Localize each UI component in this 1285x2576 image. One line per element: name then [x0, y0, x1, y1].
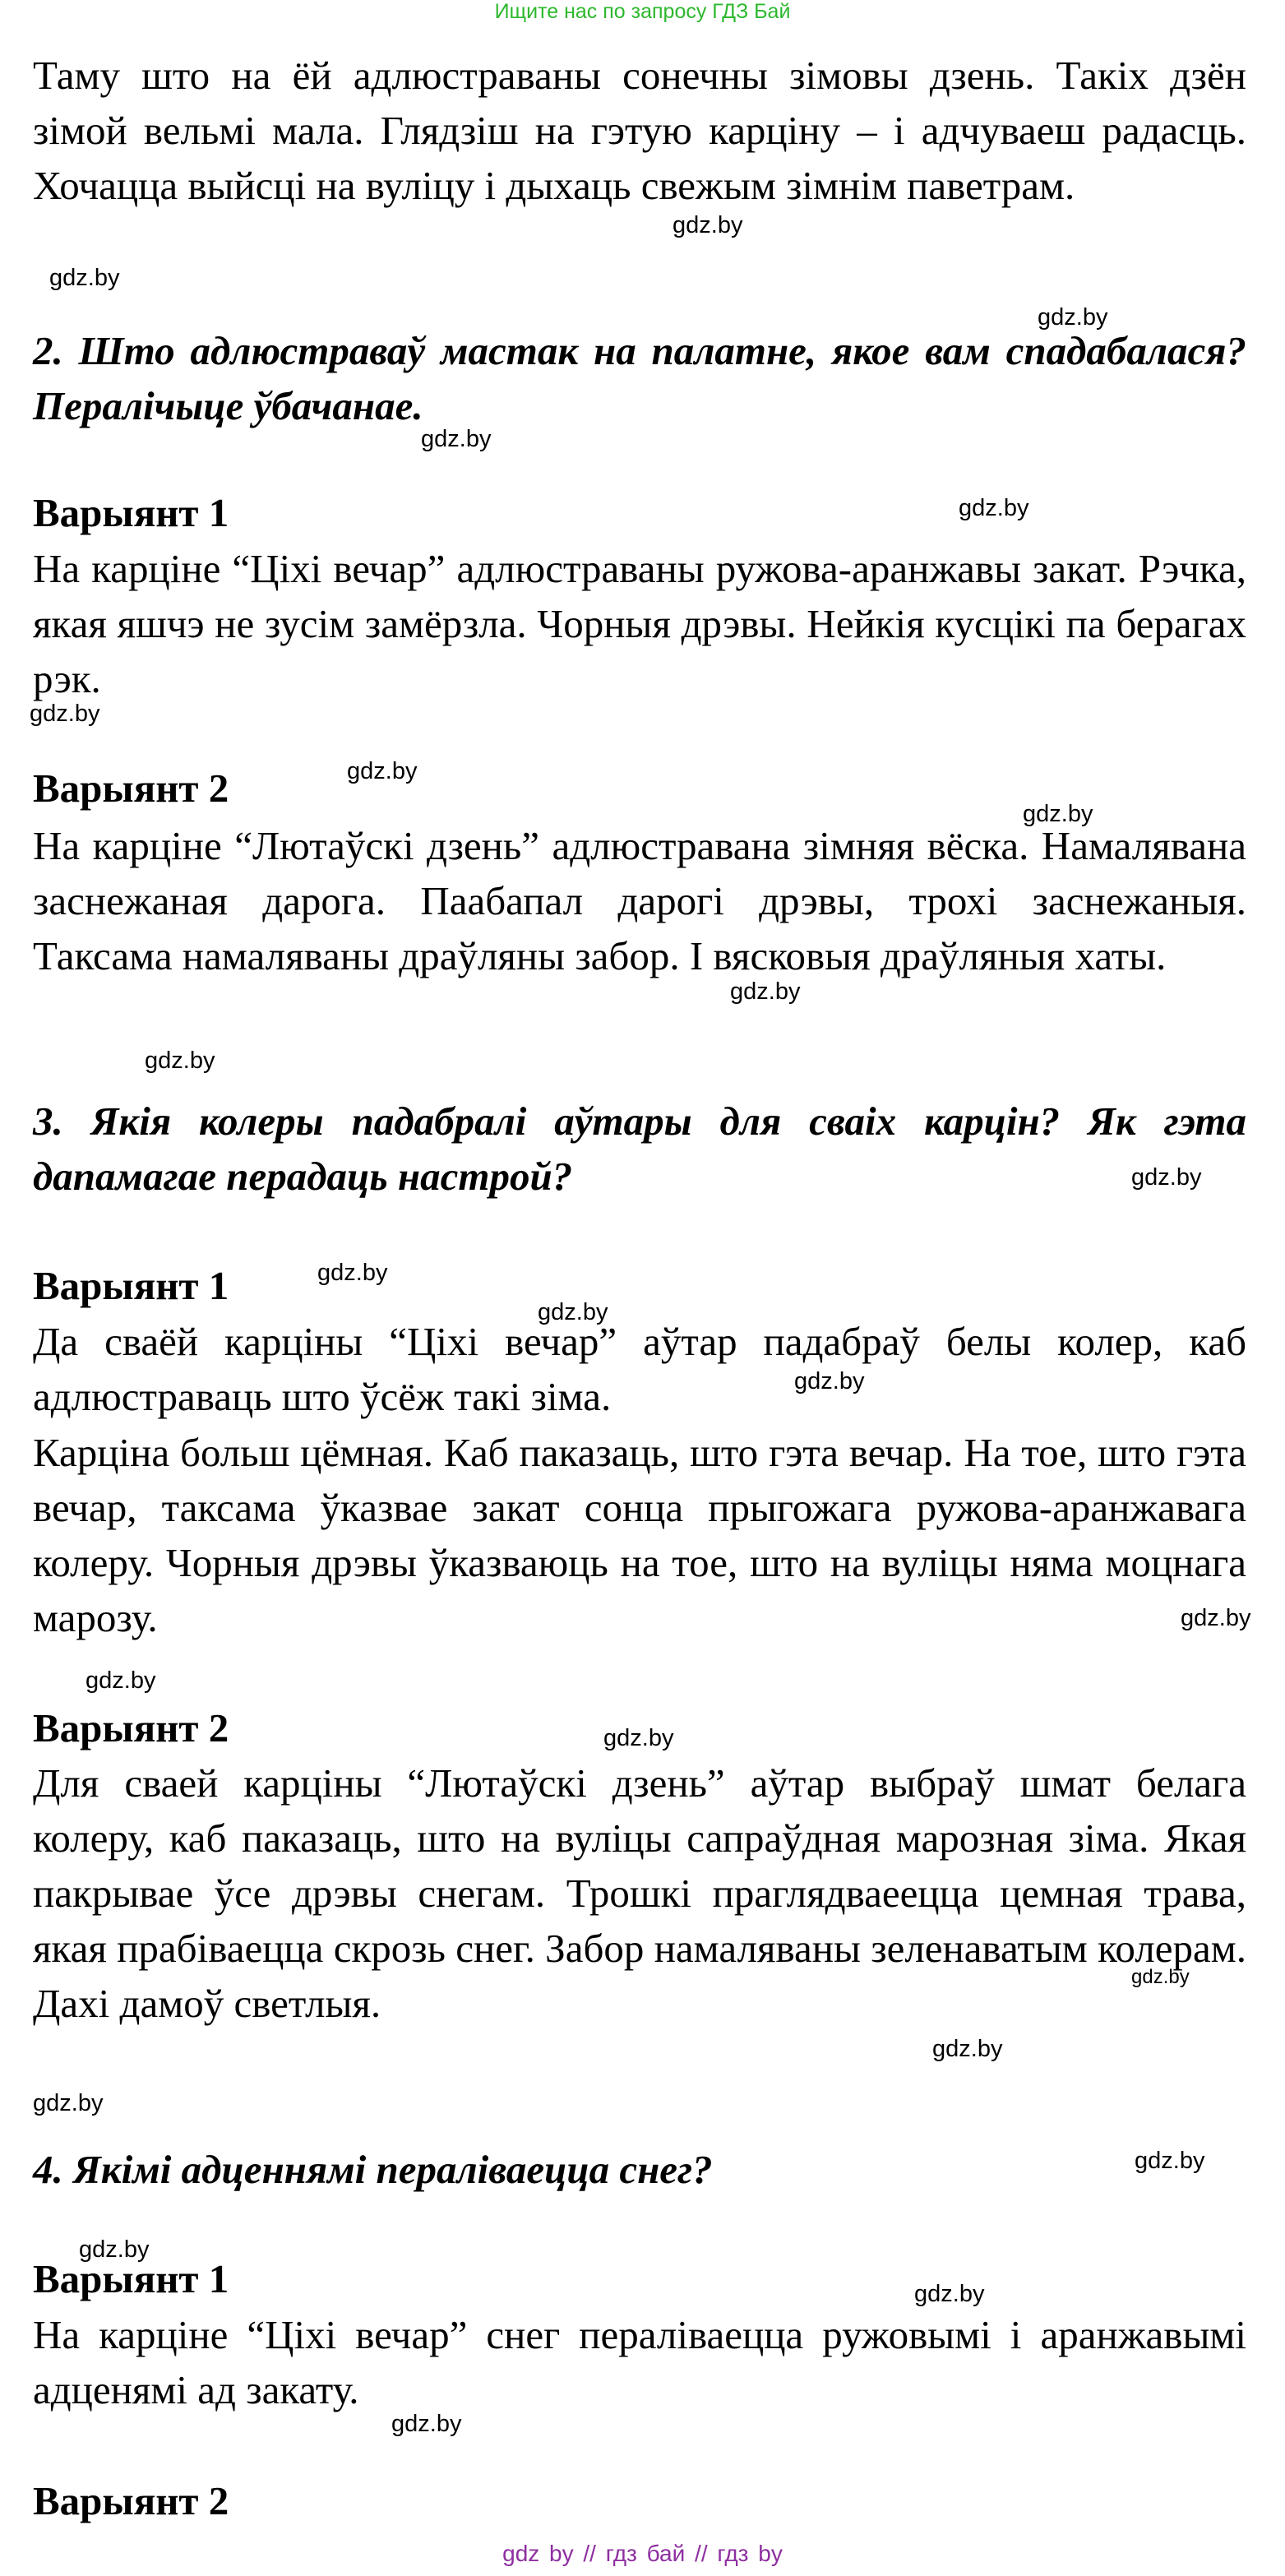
watermark: gdz.by: [347, 758, 418, 784]
watermark: gdz.by: [794, 1368, 865, 1394]
watermark: gdz.by: [317, 1260, 388, 1286]
watermark: gdz.by: [30, 701, 100, 727]
q2-variant-1-heading: Варыянт 1: [33, 490, 229, 535]
question-2: 2. Што адлюстраваў мастак на палатне, якое вам спадабалася? Пералічыце ўбачанае.: [33, 328, 1246, 428]
q3-variant-2-heading: Варыянт 2: [33, 1705, 229, 1750]
watermark: gdz.by: [421, 426, 492, 452]
q2-variant-1-text: На карціне “Ціхі вечар” адлюстраваны ружова-аранжавы закат. Рэчка, якая яшчэ не зусім замёрзла. Чорныя дрэвы. Нейкія кусцікі па берагах рэк.: [33, 546, 1246, 701]
watermark: gdz.by: [1181, 1605, 1251, 1631]
watermark: gdz.by: [33, 2090, 104, 2116]
watermark: gdz.by: [538, 1299, 608, 1325]
q2-variant-2-heading: Варыянт 2: [33, 765, 229, 811]
q2-variant-2-text: На карціне “Лютаўскі дзень” адлюстравана зімняя вёска. Намалявана заснежаная дарога. Паабапал дарогі дрэвы, трохі заснежаныя. Таксама намаляваны драўляны забор. І вясковыя драўляныя хаты.: [33, 823, 1246, 978]
top-banner[interactable]: Ищите нас по запросу ГДЗ Бай: [494, 0, 791, 23]
watermark: gdz.by: [673, 212, 743, 238]
watermark: gdz.by: [49, 265, 120, 291]
watermark: gdz.by: [86, 1667, 156, 1694]
watermark: gdz.by: [730, 978, 801, 1005]
watermark: gdz.by: [1023, 801, 1093, 827]
q3-variant-1-heading: Варыянт 1: [33, 1263, 229, 1308]
q4-variant-1-heading: Варыянт 1: [33, 2256, 229, 2301]
watermark: gdz.by: [145, 1048, 215, 1074]
watermark: gdz.by: [1131, 1164, 1202, 1191]
watermark: gdz.by: [932, 2036, 1003, 2062]
watermark: gdz.by: [603, 1725, 674, 1751]
q3-variant-1-text-a: Да сваёй карціны “Ціхі вечар” аўтар падабраў белы колер, каб адлюстраваць што ўсёж такі зіма.: [33, 1319, 1246, 1419]
q3-variant-1-text-b: Карціна больш цёмная. Каб паказаць, што гэта вечар. На тое, што гэта вечар, таксама ўказвае закат сонца прыгожага ружова-аранжавага колеру. Чорныя дрэвы ўказваюць на тое, што на вуліцы няма моцнага марозу.: [33, 1430, 1246, 1640]
q4-variant-2-heading: Варыянт 2: [33, 2478, 229, 2523]
watermark: gdz.by: [79, 2236, 150, 2263]
question-3: 3. Якія колеры падабралі аўтары для сваіх карцін? Як гэта дапамагае перадаць настрой?: [33, 1098, 1246, 1199]
watermark: gdz.by: [1038, 304, 1108, 331]
intro-paragraph: Таму што на ёй адлюстраваны сонечны зімовы дзень. Такіх дзён зімой вельмі мала. Глядзіш на гэтую карціну – і адчуваеш радасць. Хочацца выйсці на вуліцу і дыхаць свежым зімнім паветрам.: [33, 53, 1246, 208]
bottom-banner[interactable]: gdz by // гдз бай // гдз by: [502, 2541, 783, 2566]
question-4: 4. Якімі адценнямі пераліваецца снег?: [33, 2147, 713, 2192]
q4-variant-1-text: На карціне “Ціхі вечар” снег пераліваецца ружовымі і аранжавымі адценямі ад закату.: [33, 2312, 1246, 2412]
watermark: gdz.by: [1135, 2148, 1205, 2174]
watermark: gdz.by: [959, 495, 1029, 521]
watermark: gdz.by: [914, 2281, 985, 2307]
watermark: gdz.by: [1131, 1966, 1190, 1988]
q3-variant-2-text: Для сваей карціны “Лютаўскі дзень” аўтар выбраў шмат белага колеру, каб паказаць, што на вуліцы сапраўдная марозная зіма. Якая пакрывае ўсе дрэвы снегам. Трошкі праглядваеецца цемная трава, якая прабіваецца скрозь снег. Забор намаляваны зеленаватым колерам. Дахі дамоў светлыя.: [33, 1760, 1246, 2026]
watermark: gdz.by: [391, 2411, 462, 2437]
